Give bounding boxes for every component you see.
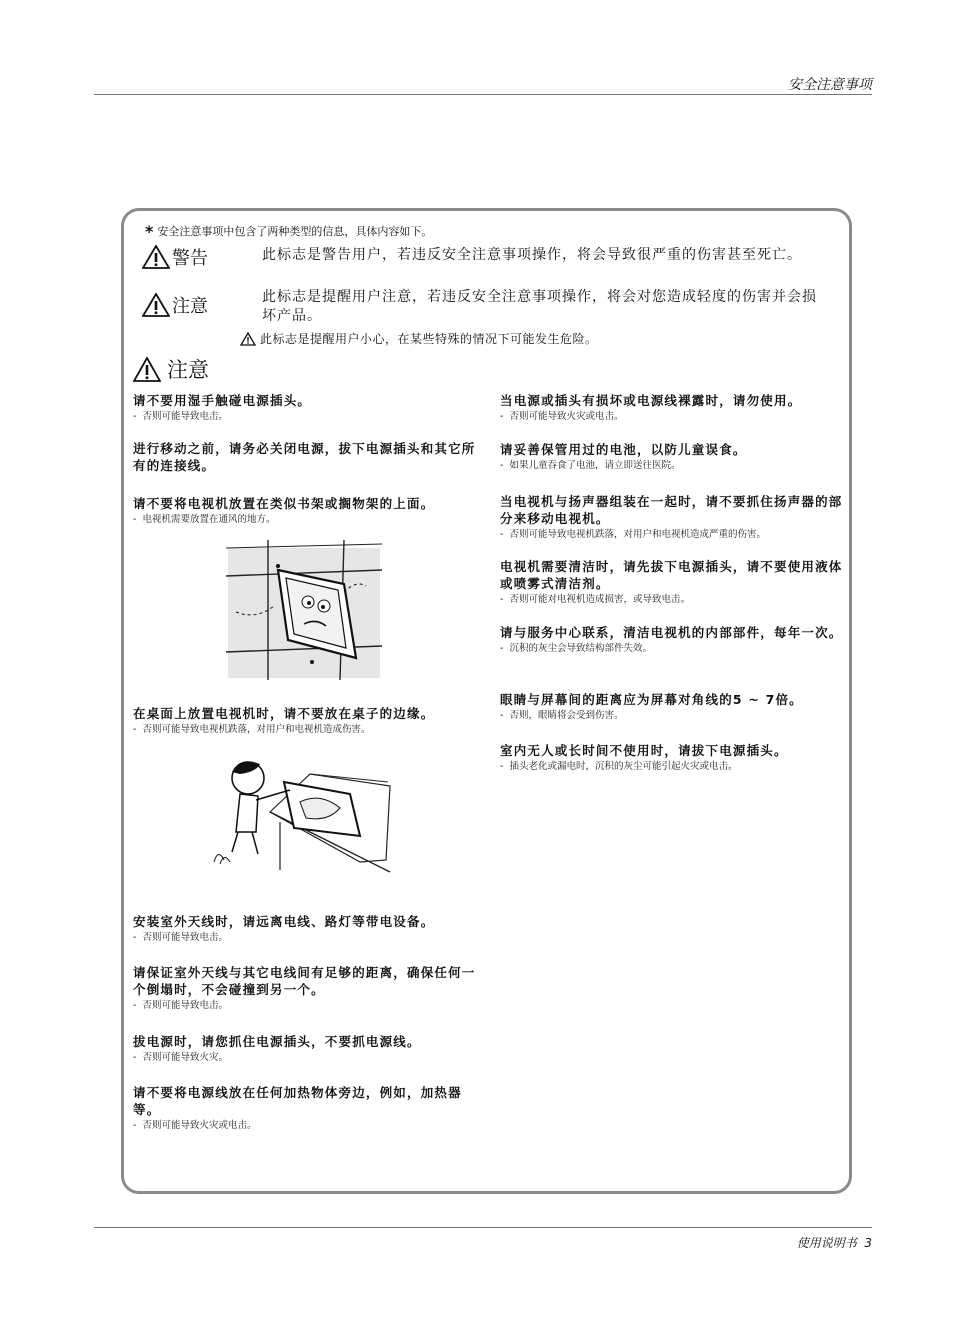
caution-triangle-icon <box>142 293 170 317</box>
right-item <box>500 493 845 542</box>
left-item <box>133 440 478 474</box>
caution-label <box>142 292 208 318</box>
warning-label-text: 警告 <box>172 248 208 269</box>
right-item <box>500 392 845 424</box>
intro-line <box>145 222 432 241</box>
item-detail: - 如果儿童吞食了电池，请立即送往医院。 <box>500 459 845 473</box>
left-item <box>133 1084 478 1133</box>
item-heading: 安装室外天线时，请远离电线、路灯等带电设备。 <box>133 914 435 929</box>
item-heading: 当电源或插头有损坏或电源线裸露时，请勿使用。 <box>500 393 802 408</box>
right-item <box>500 624 845 656</box>
item-heading: 进行移动之前，请务必关闭电源，拔下电源插头和其它所有的连接线。 <box>133 441 476 473</box>
item-heading: 室内无人或长时间不使用时，请拔下电源插头。 <box>500 743 788 758</box>
right-item <box>500 441 845 473</box>
small-caution-icon <box>240 332 256 346</box>
item-heading: 请与服务中心联系，清洁电视机的内部部件，每年一次。 <box>500 625 843 640</box>
item-heading: 请不要将电源线放在任何加热物体旁边，例如，加热器等。 <box>133 1085 462 1117</box>
item-detail: - 否则可能对电视机造成损害，或导致电击。 <box>500 593 845 607</box>
page-header-title: 安全注意事项 <box>788 77 872 93</box>
caution-title-text: 注意 <box>167 358 209 382</box>
footer-text: 使用说明书 <box>796 1236 857 1250</box>
caution-description: 此标志是提醒用户注意，若违反安全注意事项操作，将会对您造成轻度的伤害并会损坏产品。 <box>262 289 817 324</box>
falling-tv-illustration <box>210 752 400 874</box>
item-heading: 拔电源时，请您抓住电源插头，不要抓电源线。 <box>133 1034 421 1049</box>
intro-text: 安全注意事项中包含了两种类型的信息，具体内容如下。 <box>157 225 433 238</box>
right-item <box>500 742 845 774</box>
item-detail: - 否则可能导致电击。 <box>133 410 478 424</box>
warning-triangle-icon <box>142 245 170 269</box>
bookshelf-tv-illustration <box>226 540 386 680</box>
item-detail: - 否则可能导致电视机跌落，对用户和电视机造成严重的伤害。 <box>500 528 845 542</box>
warning-description: 此标志是警告用户，若违反安全注意事项操作，将会导致很严重的伤害甚至死亡。 <box>262 247 802 263</box>
item-heading: 请不要用湿手触碰电源插头。 <box>133 393 312 408</box>
item-detail: - 否则，眼睛将会受到伤害。 <box>500 709 845 723</box>
item-heading: 眼睛与屏幕间的距离应为屏幕对角线的5 ~ 7倍。 <box>500 692 803 707</box>
right-item <box>500 558 845 607</box>
item-detail: - 电视机需要放置在通风的地方。 <box>133 513 478 527</box>
item-heading: 当电视机与扬声器组装在一起时，请不要抓住扬声器的部分来移动电视机。 <box>500 494 843 526</box>
left-item <box>133 964 478 1013</box>
left-item <box>133 913 478 945</box>
caution-section-title <box>133 354 209 384</box>
item-detail: - 沉积的灰尘会导致结构部件失效。 <box>500 642 845 656</box>
left-item <box>133 495 478 527</box>
note-line <box>240 330 598 347</box>
page-footer <box>797 1234 872 1251</box>
right-item <box>500 691 845 723</box>
star-mark: * <box>145 222 154 241</box>
item-heading: 在桌面上放置电视机时，请不要放在桌子的边缘。 <box>133 706 435 721</box>
item-heading: 请保证室外天线与其它电线间有足够的距离，确保任何一个倒塌时，不会碰撞到另一个。 <box>133 965 476 997</box>
warning-label <box>142 244 208 270</box>
item-detail: - 否则可能导致电击。 <box>133 931 478 945</box>
item-heading: 请不要将电视机放置在类似书架或搁物架的上面。 <box>133 496 435 511</box>
item-detail: - 否则可能导致电视机跌落，对用户和电视机造成伤害。 <box>133 723 478 737</box>
note-text: 此标志是提醒用户小心，在某些特殊的情况下可能发生危险。 <box>260 332 598 346</box>
left-item <box>133 392 478 424</box>
page-number: 3 <box>864 1236 872 1250</box>
item-heading: 请妥善保管用过的电池，以防儿童误食。 <box>500 442 747 457</box>
left-item <box>133 705 478 737</box>
item-detail: - 否则可能导致火灾。 <box>133 1051 478 1065</box>
item-detail: - 否则可能导致电击。 <box>133 999 478 1013</box>
item-detail: - 插头老化或漏电时，沉积的灰尘可能引起火灾或电击。 <box>500 760 845 774</box>
footer-rule <box>94 1227 872 1228</box>
item-heading: 电视机需要清洁时，请先拔下电源插头，请不要使用液体或喷雾式清洁剂。 <box>500 559 843 591</box>
item-detail: - 否则可能导致火灾或电击。 <box>133 1119 478 1133</box>
caution-label-text: 注意 <box>172 296 208 317</box>
item-detail: - 否则可能导致火灾或电击。 <box>500 410 845 424</box>
header-rule <box>94 94 872 95</box>
caution-title-icon <box>133 357 161 382</box>
left-item <box>133 1033 478 1065</box>
